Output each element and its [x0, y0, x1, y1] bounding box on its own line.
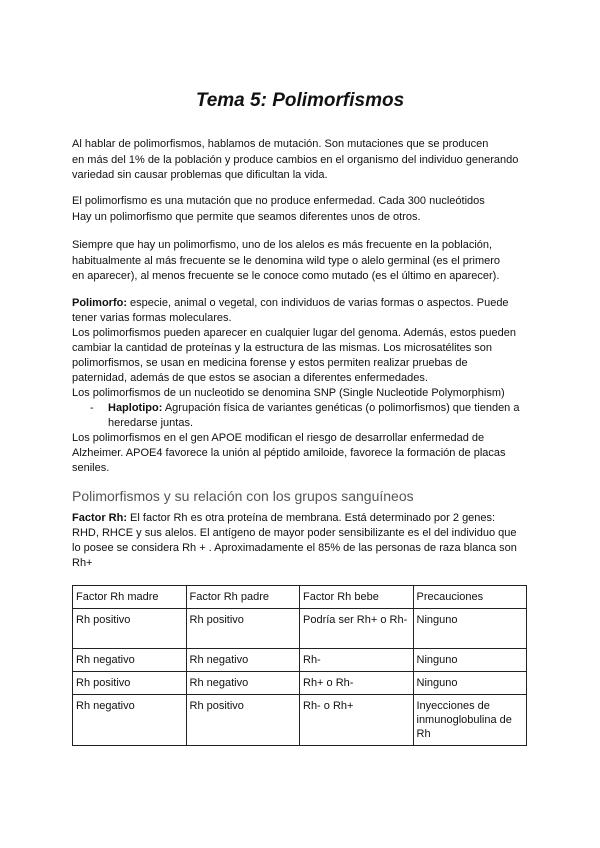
- table-cell: Rh-: [300, 649, 414, 672]
- text-line: Rh+: [72, 557, 93, 569]
- table-cell: Podría ser Rh+ o Rh-: [300, 609, 414, 649]
- text-line: polimorfismos, se usan en medicina forense y estos permiten realizar pruebas de: [72, 357, 468, 369]
- table-row: [73, 695, 527, 746]
- table-cell: Rh- o Rh+: [300, 695, 414, 746]
- term-factor-rh: Factor Rh:: [72, 512, 127, 524]
- text-line: en más del 1% de la población y produce cambios en el organismo del individuo generando: [72, 153, 519, 166]
- rh-table: [72, 585, 527, 746]
- text: Agrupación física de variantes genéticas (o polimorfismos) que tienden a: [162, 402, 520, 414]
- text: El factor Rh es otra proteína de membrana. Está determinado por 2 genes:: [127, 512, 496, 524]
- header-cell: Precauciones: [413, 586, 527, 609]
- text-line: cambiar la cantidad de proteínas y la estructura de las mismas. Los microsatélites son: [72, 342, 493, 354]
- table-cell: Rh positivo: [73, 609, 187, 649]
- polymorphism-paragraph: [72, 194, 542, 225]
- table-cell: Ninguno: [413, 609, 527, 649]
- factor-rh-paragraph: [72, 511, 542, 571]
- text-line: lo posee se considera Rh + . Aproximadamente el 85% de las personas de raza blanca son: [72, 542, 517, 554]
- table-cell: Inyecciones de inmunoglobulina de Rh: [413, 695, 527, 746]
- text-line: paternidad, además de que estos se asocian a diferentes enfermedades.: [72, 372, 428, 384]
- bullet-haplotipo: [72, 401, 542, 416]
- text-line: tener varias formas moleculares.: [72, 312, 232, 324]
- text: especie, animal o vegetal, con individuos de varias formas o aspectos. Puede: [127, 297, 509, 309]
- term-polimorfo: Polimorfo:: [72, 297, 127, 309]
- text-line: Los polimorfismos de un nucleotido se denomina SNP (Single Nucleotide Polymorphism): [72, 387, 505, 399]
- intro-paragraph: [72, 137, 542, 184]
- table-cell: Rh positivo: [186, 609, 300, 649]
- polimorfo-paragraph: [72, 296, 542, 476]
- table-cell: Rh negativo: [73, 649, 187, 672]
- text-line: Alzheimer. APOE4 favorece la unión al péptido amiloide, favorece la formación de placas: [72, 447, 506, 459]
- table-header-row: [73, 586, 527, 609]
- table-cell: Rh negativo: [73, 695, 187, 746]
- text-line: seniles.: [72, 462, 110, 474]
- table-cell: Rh negativo: [186, 672, 300, 695]
- text-line: El polimorfismo es una mutación que no produce enfermedad. Cada 300 nucleótidos: [72, 195, 485, 207]
- text-line: Al hablar de polimorfismos, hablamos de mutación. Son mutaciones que se producen: [72, 138, 489, 150]
- table-row: [73, 609, 527, 649]
- table-cell: Rh positivo: [73, 672, 187, 695]
- alleles-paragraph: [72, 238, 542, 285]
- header-cell: Factor Rh padre: [186, 586, 300, 609]
- text-line: Siempre que hay un polimorfismo, uno de los alelos es más frecuente en la población,: [72, 239, 493, 251]
- header-cell: Factor Rh madre: [73, 586, 187, 609]
- section-heading: Polimorfismos y su relación con los grupos sanguíneos: [72, 488, 414, 504]
- table-cell: Rh negativo: [186, 649, 300, 672]
- text-line: heredarse juntas.: [108, 417, 193, 429]
- table-row: [73, 649, 527, 672]
- table-row: [73, 672, 527, 695]
- text-line: variedad sin causar problemas que dificultan la vida.: [72, 169, 328, 181]
- text-line: habitualmente al más frecuente se le denomina wild type o alelo germinal (es el primero: [72, 254, 501, 267]
- table-cell: Ninguno: [413, 649, 527, 672]
- text-line: Los polimorfismos pueden aparecer en cualquier lugar del genoma. Además, estos pueden: [72, 327, 516, 339]
- table-cell: Ninguno: [413, 672, 527, 695]
- table-cell: Rh+ o Rh-: [300, 672, 414, 695]
- text-line: RHD, RHCE y sus alelos. El antígeno de mayor poder sensibilizante es el del individuo que: [72, 527, 517, 539]
- text-line: en aparecer), al menos frecuente se le conoce como mutado (es el último en aparecer).: [72, 270, 500, 282]
- table-cell: Rh positivo: [186, 695, 300, 746]
- bullet-dash: -: [90, 402, 94, 414]
- text-line: Los polimorfismos en el gen APOE modifican el riesgo de desarrollar enfermedad de: [72, 432, 485, 444]
- term-haplotipo: Haplotipo:: [108, 402, 163, 414]
- header-cell: Factor Rh bebe: [300, 586, 414, 609]
- page-title: Tema 5: Polimorfismos: [195, 90, 405, 111]
- text-line: Hay un polimorfismo que permite que seamos diferentes unos de otros.: [72, 210, 421, 223]
